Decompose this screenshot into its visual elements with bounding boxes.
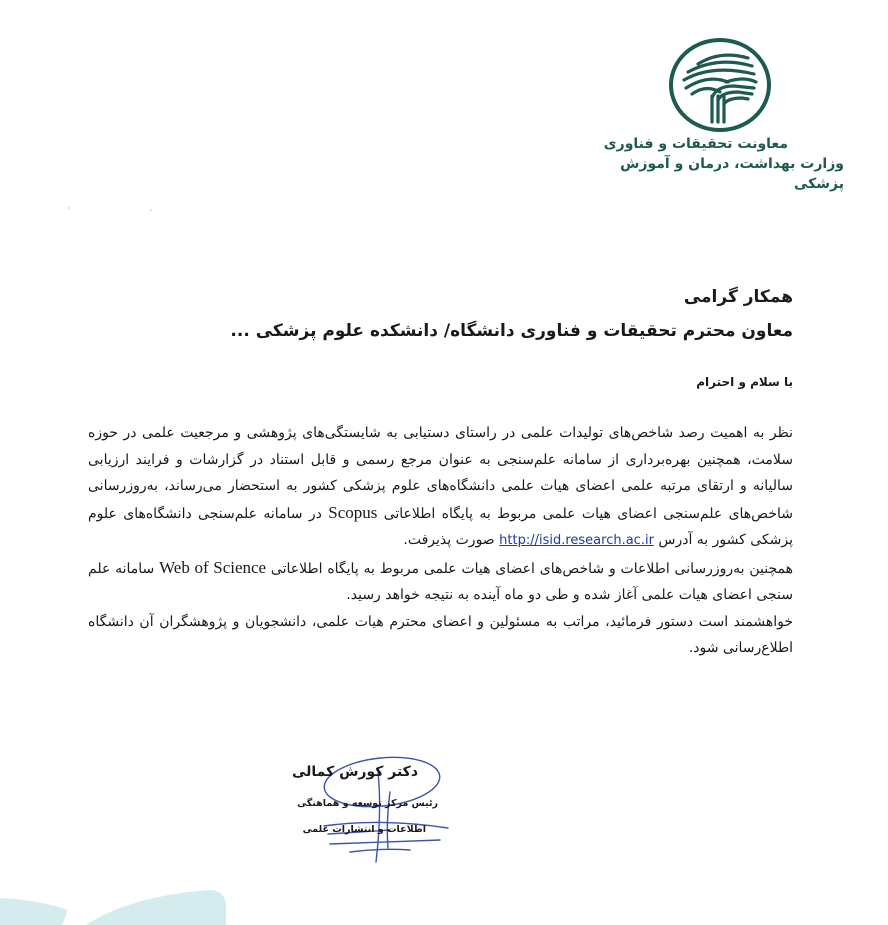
signatory-title-line2: اطلاعات و انتشارات علمی [302,824,426,835]
signatory-title-line1: رئیس مرکز توسعه و هماهنگی [297,798,438,809]
org-name-line2: وزارت بهداشت، درمان و آموزش پزشکی [620,156,844,192]
paragraph-1-text-end: صورت پذیرفت. [403,532,500,548]
paragraph-1 [88,420,793,555]
paragraph-3: خواهشمند است دستور فرمائید، مراتب به مسئولین و اعضای محترم هیات علمی، دانشجویان و پژوهشگران آن دانشگاه اطلاع‌رسانی شود. [88,613,793,656]
scopus-term: Scopus [328,502,378,522]
signatory-name: دکتر کورش کمالی [292,764,418,780]
paragraph-1-text-cont: در سامانه علم‌سنجی دانشگاه‌های علوم پزشکی کشور به آدرس [88,505,793,548]
org-name-line1: معاونت تحقیقات و فناوری [603,136,788,152]
speck [150,209,152,211]
scan-specks [64,205,154,215]
speck [68,207,70,209]
paragraph-2-text: همچنین به‌روزرسانی اطلاعات و شاخص‌های اعضای هیات علمی مربوط به پایگاه اطلاعاتی [266,560,793,577]
salutation-line2: معاون محترم تحقیقات و فناوری دانشگاه/ دانشکده علوم پزشکی ... [230,321,793,341]
organization-logo [600,30,850,192]
decorative-wave [0,880,260,925]
web-of-science-term: Web of Science [159,557,267,577]
organization-name [584,134,844,194]
signature-block [290,752,470,870]
tree-emblem-icon [668,36,772,134]
letter-body [88,420,793,662]
paragraph-1-text: نظر به اهمیت رصد شاخص‌های تولیدات علمی در راستای دستیابی به شایستگی‌های پژوهشی و مرجعیت علمی در حوزه سلامت، همچنین بهره‌برداری از سامانه علم‌سنجی به عنوان مرجع رسمی و قابل استناد در گزارشات و فرایند ارزیابی سالیانه و ارتقای مرتبه علمی اعضای هیات علمی دانشگاه‌های علوم پزشکی کشور به استحضار می‌رساند، به‌روزرسانی شاخص‌های علم‌سنجی اعضای هیات علمی مربوط به پایگاه اطلاعاتی [88,425,793,522]
isid-link[interactable]: http://isid.research.ac.ir [499,533,654,548]
greeting: با سلام و احترام [696,375,793,389]
paragraph-2-text-cont: سامانه علم سنجی اعضای هیات علمی آغاز شده و طی دو ماه آینده به نتیجه خواهد رسید. [88,560,793,603]
paragraph-2 [88,555,793,609]
salutation-line1: همکار گرامی [683,287,793,307]
